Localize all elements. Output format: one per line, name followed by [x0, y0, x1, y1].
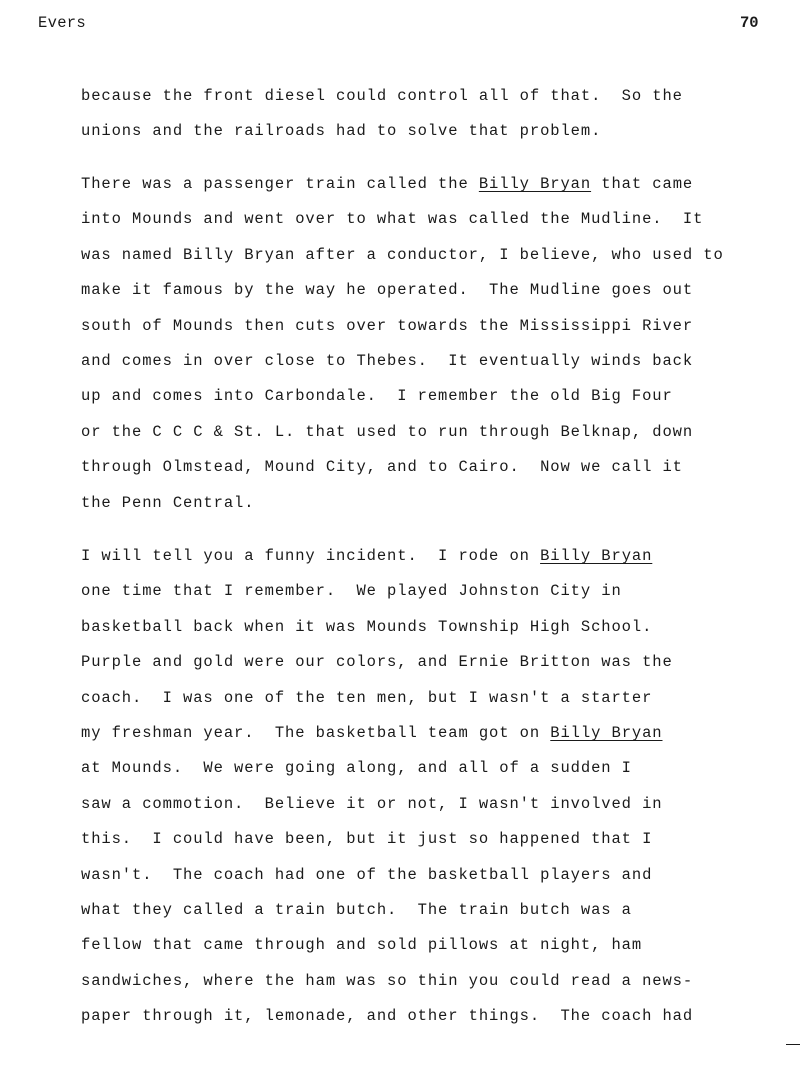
text-segment: because the front diesel could control all of that. So the: [81, 87, 683, 105]
text-segment: basketball back when it was Mounds Township High School.: [81, 617, 653, 636]
text-segment: what they called a train butch. The train butch was a: [81, 900, 632, 919]
underlined-title: Billy Bryan: [540, 547, 653, 565]
text-line: [81, 1004, 693, 1039]
text-line: [81, 650, 693, 685]
margin-mark: [786, 1044, 800, 1045]
text-line: [81, 933, 693, 968]
text-segment: I will tell you a funny incident. I rode on: [81, 547, 541, 565]
text-segment: fellow that came through and sold pillows at night, ham: [81, 936, 643, 955]
text-line: [81, 207, 724, 242]
text-segment: south of Mounds then cuts over towards the Mississippi River: [81, 316, 694, 335]
text-segment: my freshman year. The basketball team got on: [81, 723, 551, 742]
text-segment: that came: [591, 175, 694, 193]
text-segment: wasn't. The coach had one of the basketball players and: [81, 865, 653, 884]
text-line: [81, 721, 693, 756]
text-line: [81, 898, 693, 933]
text-segment: was named Billy Bryan after a conductor, I believe, who used to: [81, 245, 724, 264]
text-line: [81, 384, 724, 419]
text-line: [81, 491, 724, 526]
text-line: [81, 278, 724, 313]
text-line: [81, 969, 693, 1004]
text-segment: up and comes into Carbondale. I remember the old Big Four: [81, 387, 673, 406]
text-segment: saw a commotion. Believe it or not, I wasn't involved in: [81, 794, 663, 813]
page-number: 70: [740, 14, 759, 32]
text-line: [81, 314, 724, 349]
text-segment: unions and the railroads had to solve that problem.: [81, 122, 602, 141]
text-segment: one time that I remember. We played Johnston City in: [81, 582, 622, 601]
paragraph-3: [81, 544, 693, 1039]
text-line: [81, 756, 693, 791]
text-segment: at Mounds. We were going along, and all of a sudden I: [81, 759, 632, 778]
text-segment: coach. I was one of the ten men, but I wasn't a starter: [81, 688, 653, 707]
paragraph-1: [81, 84, 683, 155]
text-line: [81, 686, 693, 721]
text-line: [81, 420, 724, 455]
text-line: [81, 84, 683, 119]
paragraph-2: [81, 172, 724, 526]
text-line: [81, 863, 693, 898]
text-segment: sandwiches, where the ham was so thin you could read a news-: [81, 971, 694, 990]
text-segment: this. I could have been, but it just so happened that I: [81, 830, 653, 849]
text-line: [81, 615, 693, 650]
underlined-title: Billy Bryan: [478, 175, 592, 193]
text-line: [81, 579, 693, 614]
text-segment: paper through it, lemonade, and other things. The coach had: [81, 1007, 694, 1026]
text-segment: Purple and gold were our colors, and Ernie Britton was the: [81, 653, 673, 672]
text-line: [81, 792, 693, 827]
text-segment: There was a passenger train called the: [81, 175, 479, 193]
text-segment: into Mounds and went over to what was called the Mudline. It: [81, 210, 704, 229]
text-line: [81, 827, 693, 862]
text-line: [81, 455, 724, 490]
text-line: [81, 172, 724, 207]
text-segment: make it famous by the way he operated. The Mudline goes out: [81, 281, 694, 300]
text-line: [81, 119, 683, 154]
text-segment: or the C C C & St. L. that used to run through Belknap, down: [81, 422, 694, 441]
header-author-name: Evers: [38, 14, 87, 32]
text-segment: and comes in over close to Thebes. It eventually winds back: [81, 351, 694, 370]
text-segment: through Olmstead, Mound City, and to Cairo. Now we call it: [81, 458, 683, 477]
text-line: [81, 544, 693, 579]
underlined-title: Billy Bryan: [550, 723, 663, 742]
text-segment: the Penn Central.: [81, 493, 255, 512]
text-line: [81, 243, 724, 278]
text-line: [81, 349, 724, 384]
